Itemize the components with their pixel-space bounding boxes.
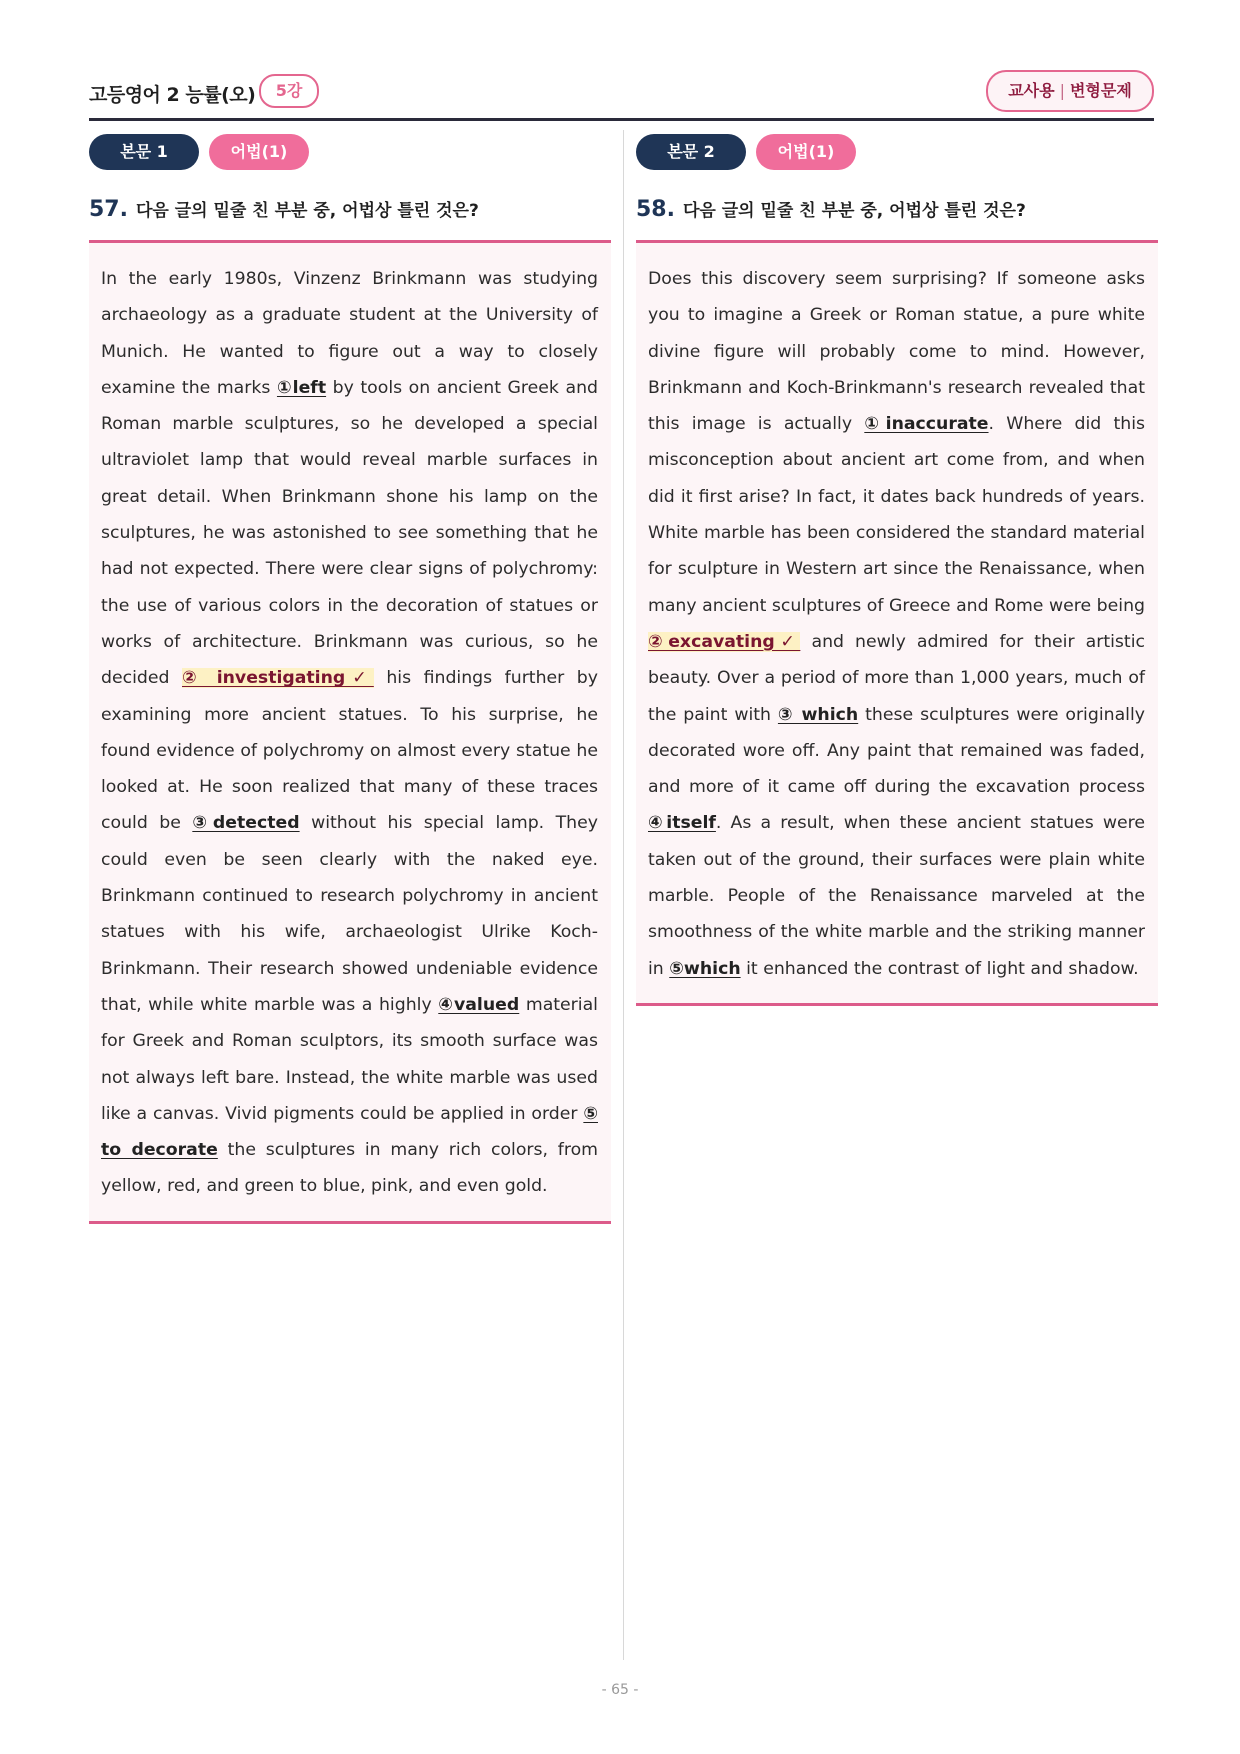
- passage-segment: and newly admired for their artistic beauty. Over a period of more than 1,000 years, much of the paint with: [648, 631, 1145, 725]
- column-divider: [623, 130, 624, 1660]
- passage-segment: without his special lamp. They could even be seen clearly with the naked eye. Brinkmann continued to research polychromy in ancient statues with his wife, archaeologist Ulrike Koch-Brinkmann. Their research showed undeniable evidence that, while white marble was a highly: [101, 813, 598, 1015]
- passage-text: [101, 261, 598, 1205]
- underlined-choice: ⑤ to decorate: [101, 1103, 598, 1161]
- lesson-badge: 5강: [259, 74, 319, 108]
- badge-separator: |: [1059, 81, 1065, 100]
- passage-segment: by tools on ancient Greek and Roman marble sculptures, so he developed a special ultraviolet lamp that would reveal marble surfaces in great detail. When Brinkmann shone his lamp on the sculptures, he was astonished to see something that he had not expected. There were clear signs of polychromy: the use of various colors in the decoration of statues or works of architecture. Brinkmann was curious, so he decided: [101, 377, 598, 689]
- underlined-choice: ⑤which: [669, 958, 741, 979]
- passage-tag: 본문 2: [636, 134, 746, 170]
- page-number: - 65 -: [601, 1682, 639, 1698]
- tag-row: [636, 134, 1158, 170]
- question-column-left: [89, 134, 611, 1197]
- passage-box: [89, 240, 611, 1224]
- badge-role: 교사용: [1008, 81, 1055, 100]
- teacher-badge: [986, 70, 1154, 112]
- passage-segment: . As a result, when these ancient statues were taken out of the ground, their surfaces were plain white marble. People of the Renaissance marveled at the smoothness of the white marble and the striking manner in: [648, 813, 1145, 979]
- question-heading: [89, 196, 611, 232]
- underlined-choice: ③ which: [777, 704, 859, 725]
- underlined-choice: ③detected: [192, 813, 300, 834]
- underlined-choice: ④valued: [438, 994, 520, 1015]
- passage-text: [648, 261, 1145, 987]
- passage-segment: In the early 1980s, Vinzenz Brinkmann was studying archaeology as a graduate student at the University of Munich. He wanted to figure out a way to closely examine the marks: [101, 269, 598, 398]
- passage-box: [636, 240, 1158, 1006]
- header-rule: [89, 118, 1154, 121]
- question-type-tag: 어법(1): [209, 134, 309, 170]
- passage-segment: material for Greek and Roman sculptors, its smooth surface was not always left bare. Instead, the white marble was used like a canvas. Vivid pigments could be applied in order: [101, 994, 598, 1124]
- question-heading: [636, 196, 1158, 232]
- answer-choice: ② investigating✓: [182, 668, 374, 689]
- passage-segment: these sculptures were originally decorated wore off. Any paint that remained was faded, and more of it came off during the excavation process: [648, 704, 1146, 798]
- page-header: [89, 70, 1154, 122]
- question-number: 58.: [636, 197, 675, 222]
- passage-segment: the sculptures in many rich colors, from yellow, red, and green to blue, pink, and even gold.: [101, 1140, 598, 1197]
- underlined-choice: ①inaccurate: [864, 414, 989, 435]
- question-number: 57.: [89, 197, 128, 222]
- underlined-choice: ④itself: [648, 813, 716, 834]
- question-text: 다음 글의 밑줄 친 부분 중, 어법상 틀린 것은?: [682, 201, 1026, 221]
- badge-type: 변형문제: [1069, 81, 1132, 100]
- answer-choice: ②excavating✓: [648, 631, 801, 652]
- question-text: 다음 글의 밑줄 친 부분 중, 어법상 틀린 것은?: [135, 201, 479, 221]
- passage-segment: Does this discovery seem surprising? If someone asks you to imagine a Greek or Roman statue, a pure white divine figure will probably come to mind. However, Brinkmann and Koch-Brinkmann's research revealed that this image is actually: [648, 269, 1145, 435]
- underlined-choice: ①left: [276, 377, 327, 398]
- book-title: 고등영어 2 능률(오): [89, 84, 256, 106]
- passage-tag: 본문 1: [89, 134, 199, 170]
- tag-row: [89, 134, 611, 170]
- question-type-tag: 어법(1): [756, 134, 856, 170]
- question-column-right: [636, 134, 1158, 979]
- passage-segment: his findings further by examining more ancient statues. To his surprise, he found evidence of polychromy on almost every statue he looked at. He soon realized that many of these traces could be: [101, 668, 598, 834]
- passage-segment: . Where did this misconception about ancient art come from, and when did it first arise? In fact, it dates back hundreds of years. White marble has been considered the standard material for sculpture in Western art since the Renaissance, when many ancient sculptures of Greece and Rome were being: [648, 414, 1145, 616]
- passage-segment: it enhanced the contrast of light and shadow.: [740, 958, 1139, 979]
